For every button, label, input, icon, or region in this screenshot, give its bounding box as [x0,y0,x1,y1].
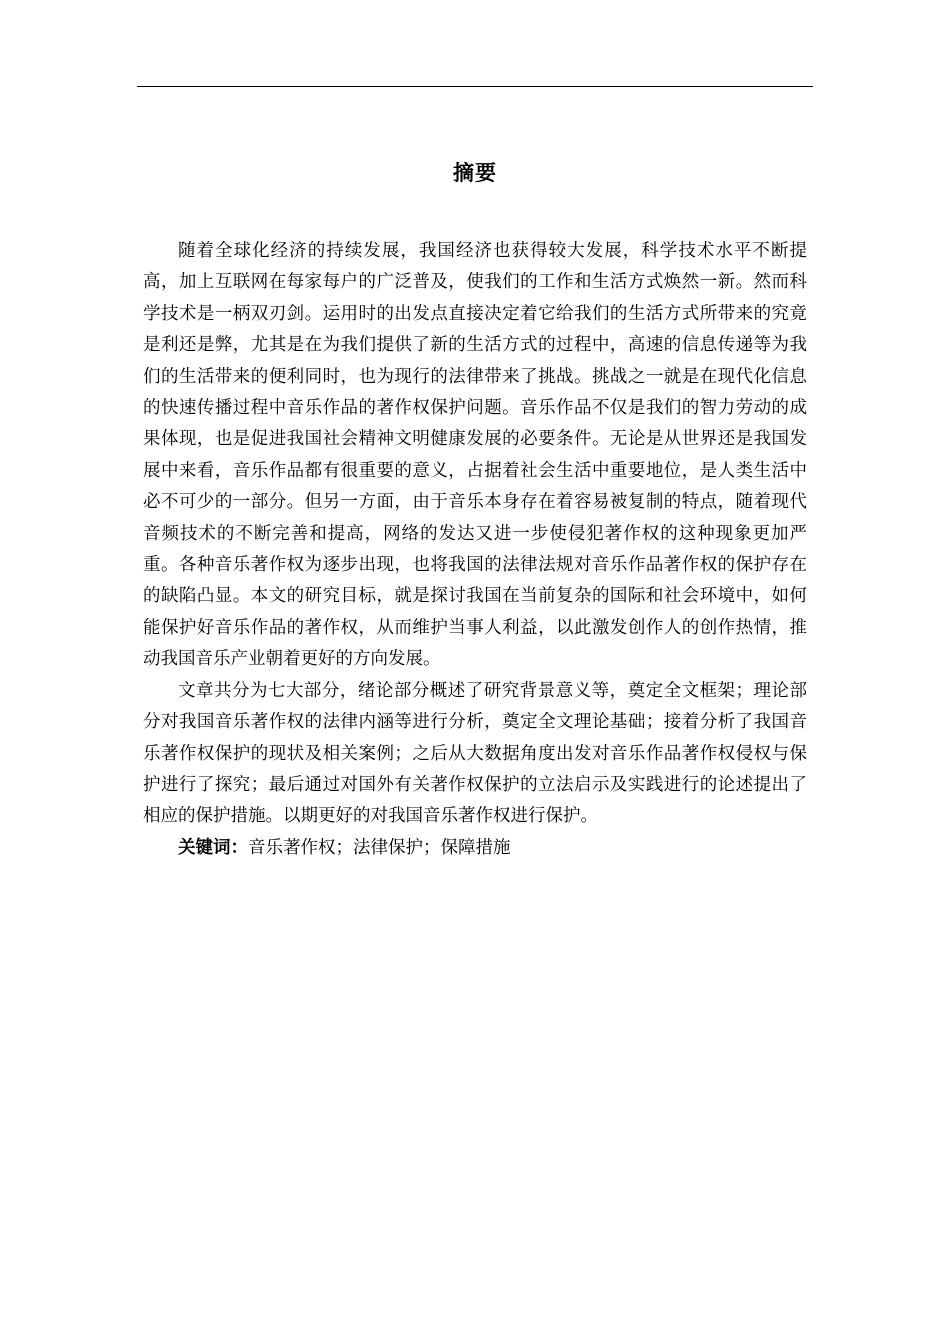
page-title: 摘要 [453,161,497,185]
header-rule [137,86,813,87]
abstract-body [143,236,807,864]
keywords-line [143,833,807,864]
keywords-value: 音乐著作权；法律保护；保障措施 [248,837,511,858]
abstract-paragraph-1: 随着全球化经济的持续发展，我国经济也获得较大发展，科学技术水平不断提高，加上互联网在每家每户的广泛普及，使我们的工作和生活方式焕然一新。然而科学技术是一柄双刃剑。运用时的出发点直接决定着它给我们的生活方式所带来的究竟是利还是弊，尤其是在为我们提供了新的生活方式的过程中，高速的信息传递等为我们的生活带来的便利同时，也为现行的法律带来了挑战。挑战之一就是在现代化信息的快速传播过程中音乐作品的著作权保护问题。音乐作品不仅是我们的智力劳动的成果体现，也是促进我国社会精神文明健康发展的必要条件。无论是从世界还是我国发展中来看，音乐作品都有很重要的意义，占据着社会生活中重要地位，是人类生活中必不可少的一部分。但另一方面，由于音乐本身存在着容易被复制的特点，随着现代音频技术的不断完善和提高，网络的发达又进一步使侵犯著作权的这种现象更加严重。各种音乐著作权为逐步出现，也将我国的法律法规对音乐作品著作权的保护存在的缺陷凸显。本文的研究目标，就是探讨我国在当前复杂的国际和社会环境中，如何能保护好音乐作品的著作权，从而维护当事人利益，以此激发创作人的创作热情，推动我国音乐产业朝着更好的方向发展。 [143,241,807,670]
abstract-paragraph-2: 文章共分为七大部分，绪论部分概述了研究背景意义等，奠定全文框架；理论部分对我国音乐著作权的法律内涵等进行分析，奠定全文理论基础；接着分析了我国音乐著作权保护的现状及相关案例；之后从大数据角度出发对音乐作品著作权侵权与保护进行了探究；最后通过对国外有关著作权保护的立法启示及实践进行的论述提出了相应的保护措施。以期更好的对我国音乐著作权进行保护。 [143,680,807,827]
keywords-label: 关键词： [178,837,248,858]
